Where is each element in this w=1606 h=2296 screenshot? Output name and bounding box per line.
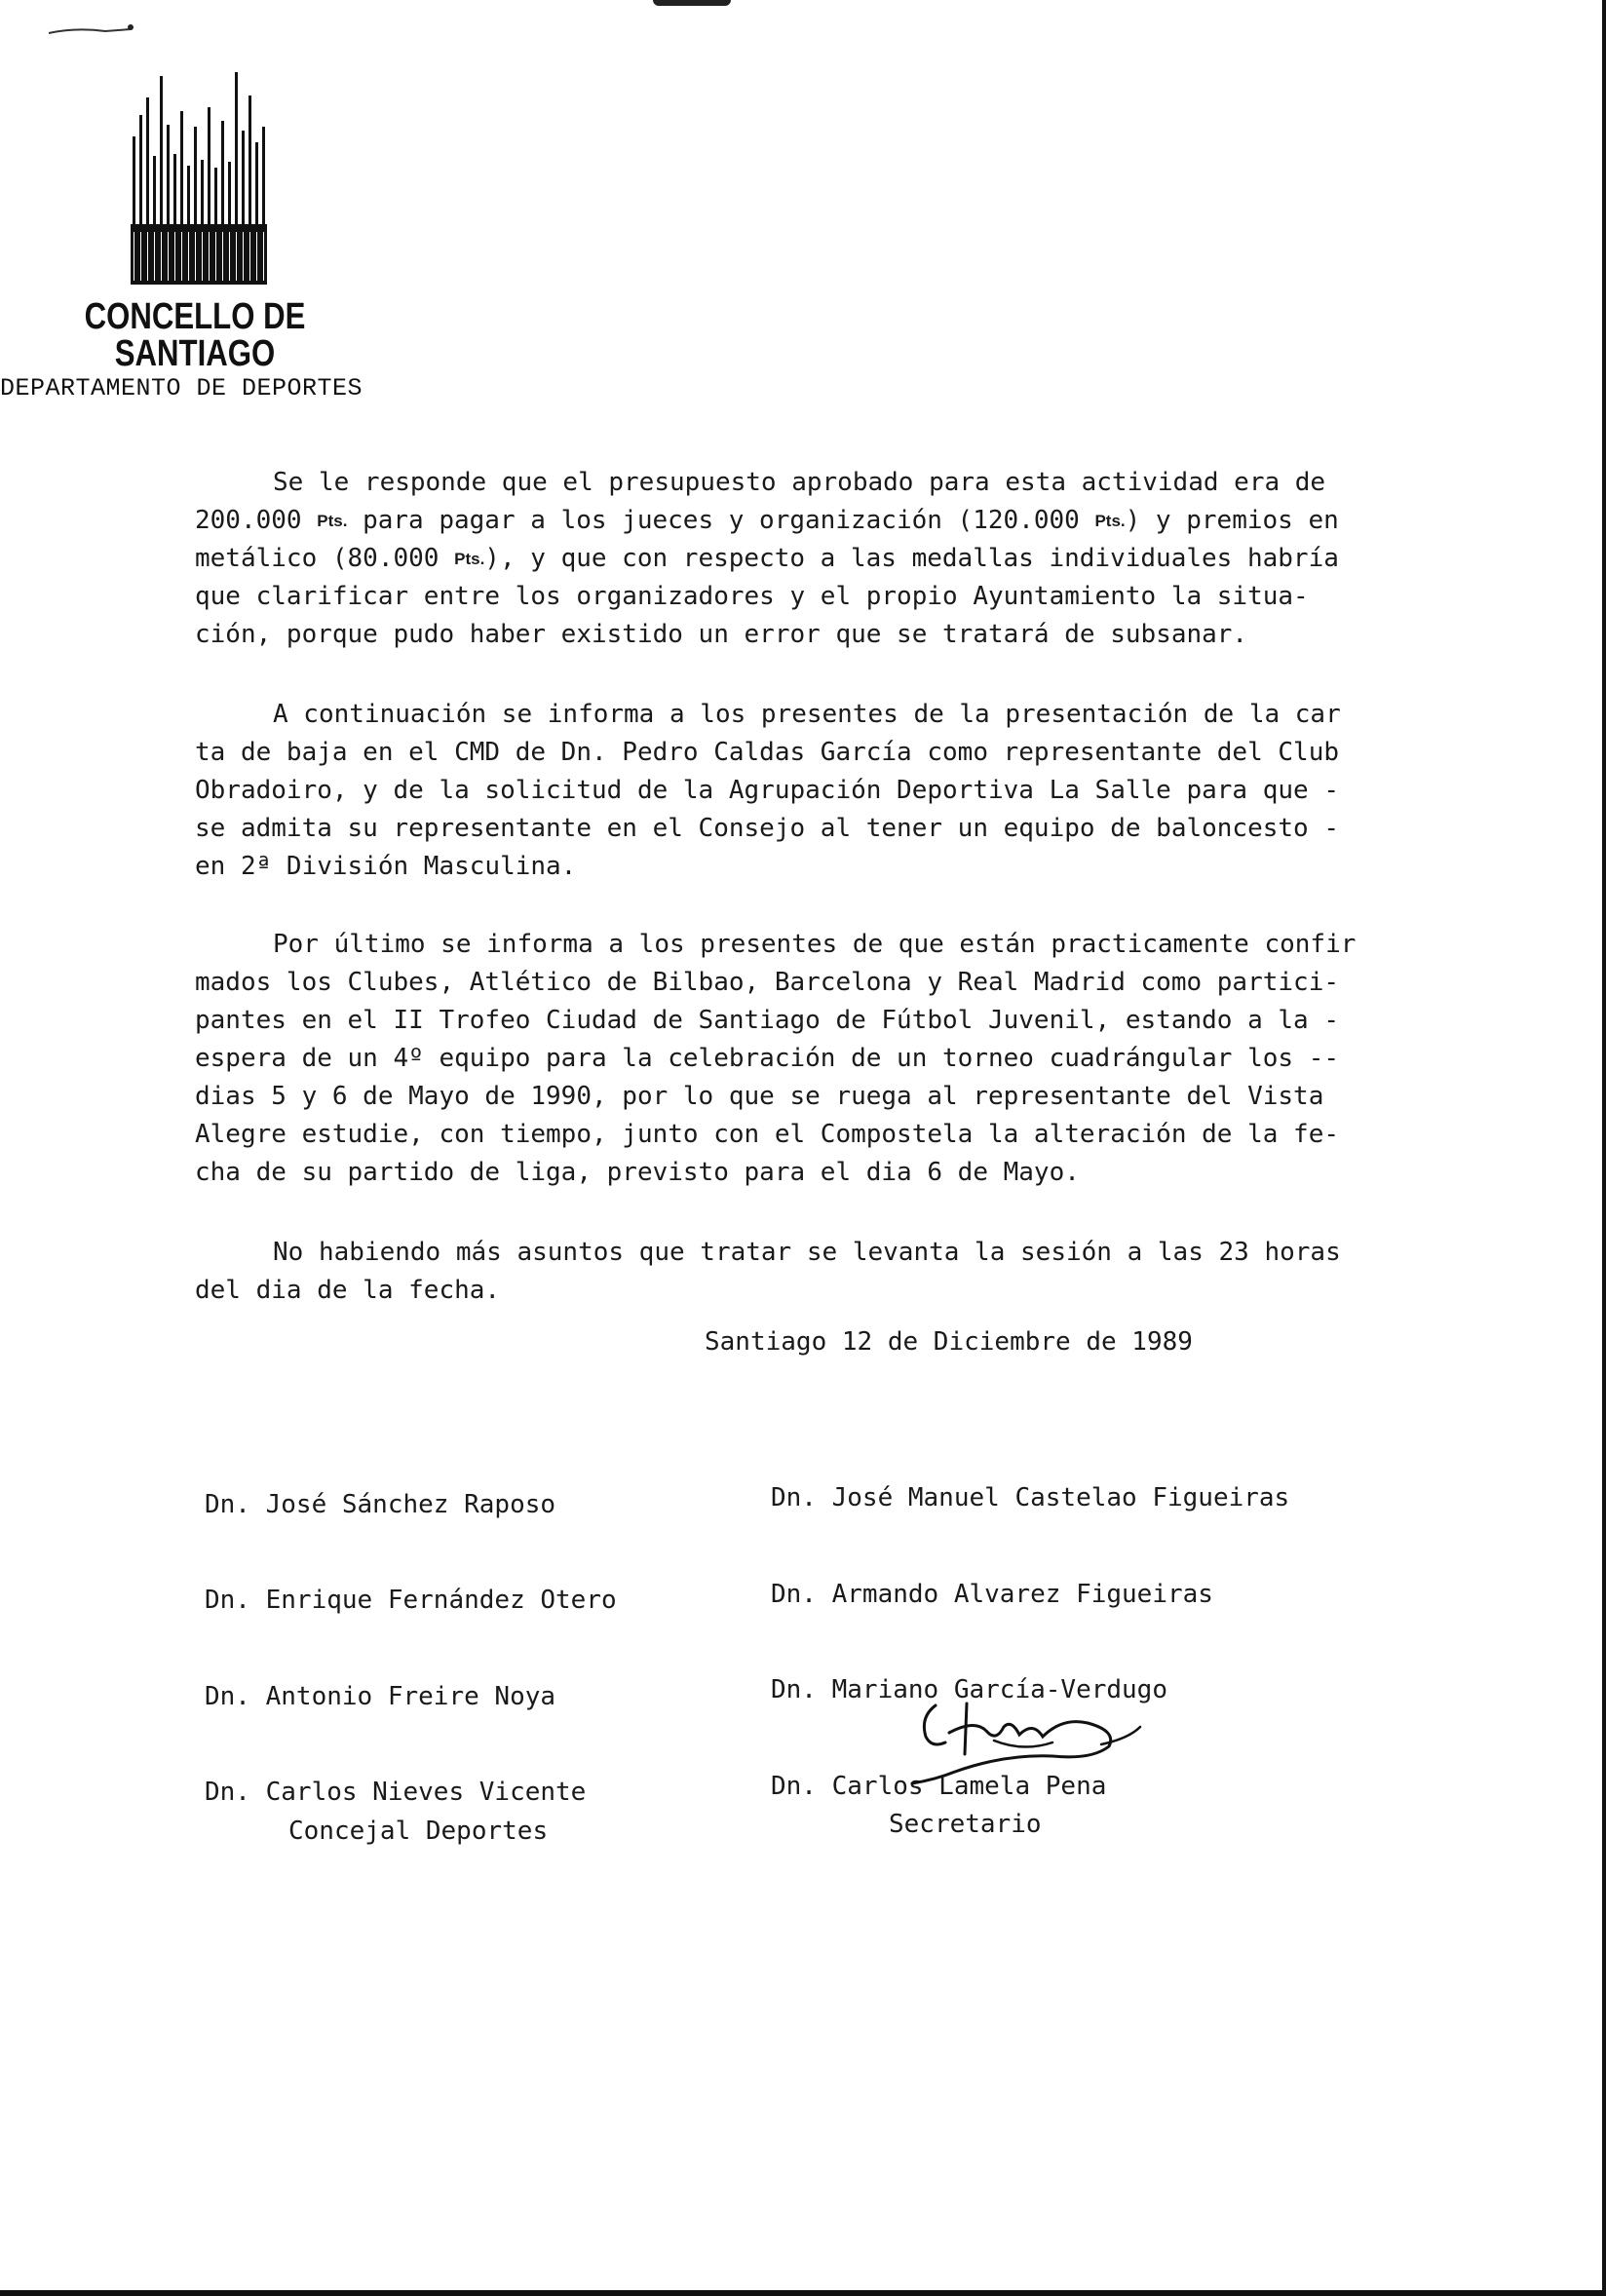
signatory-right-3: Dn. Mariano García-Verdugo (771, 1675, 1167, 1704)
paragraph-line: que clarificar entre los organizadores y el propio Ayuntamiento la situa- (195, 582, 1309, 611)
pesetas-abbr: Pts. (317, 512, 348, 530)
paragraph-tournament (195, 926, 1403, 1192)
text-segment: 200.000 (195, 506, 318, 535)
signatory-left-4: Dn. Carlos Nieves Vicente (205, 1778, 587, 1807)
paragraph-line: en 2ª División Masculina. (195, 852, 577, 881)
paragraph-line: espera de un 4º equipo para la celebración de un torneo cuadrángular los -- (195, 1044, 1339, 1073)
pen-mark (47, 21, 134, 41)
paragraph-resignation (195, 696, 1403, 886)
handwritten-signature-icon (906, 1698, 1160, 1805)
scan-bottom-edge (0, 2290, 1606, 2296)
paragraph-line: Obradoiro, y de la solicitud de la Agrupación Deportiva La Salle para que - (195, 776, 1339, 805)
paragraph-line: cha de su partido de liga, previsto para el dia 6 de Mayo. (195, 1158, 1080, 1187)
paragraph-budget (195, 464, 1403, 654)
scan-top-mark (653, 0, 731, 6)
text-segment: metálico (80.000 (195, 544, 455, 573)
document-date: Santiago 12 de Diciembre de 1989 (705, 1327, 1193, 1357)
signatory-left-title: Concejal Deportes (288, 1817, 549, 1846)
paragraph-closing (195, 1234, 1403, 1310)
pesetas-abbr: Pts. (454, 550, 485, 568)
paragraph-line: pantes en el II Trofeo Ciudad de Santiago de Fútbol Juvenil, estando a la - (195, 1006, 1339, 1035)
paragraph-line: Por último se informa a los presentes de que están practicamente confir (273, 930, 1357, 959)
paragraph-line: No habiendo más asuntos que tratar se levanta la sesión a las 23 horas (273, 1238, 1341, 1267)
department-name: DEPARTAMENTO DE DEPORTES (0, 374, 363, 402)
paragraph-line: ción, porque pudo haber existido un error que se tratará de subsanar. (195, 620, 1248, 649)
paragraph-line: Alegre estudie, con tiempo, junto con el Compostela la alteración de la fe- (195, 1120, 1339, 1149)
signatory-left-1: Dn. José Sánchez Raposo (205, 1490, 556, 1519)
concello-logo-icon (131, 68, 267, 285)
signatory-right-4: Dn. Carlos Lamela Pena (771, 1772, 1107, 1801)
text-segment: ) y premios en (1125, 506, 1339, 535)
signatory-left-2: Dn. Enrique Fernández Otero (205, 1586, 617, 1615)
signatory-right-title: Secretario (889, 1810, 1042, 1839)
paragraph-line: A continuación se informa a los presentes de la presentación de la car (273, 700, 1341, 729)
paragraph-line: del dia de la fecha. (195, 1276, 501, 1305)
pesetas-abbr: Pts. (1094, 512, 1126, 530)
paragraph-line: Se le responde que el presupuesto aprobado para esta actividad era de (273, 468, 1326, 497)
paragraph-line (195, 502, 1403, 540)
paragraph-line (195, 540, 1403, 578)
signatory-right-1: Dn. José Manuel Castelao Figueiras (771, 1483, 1290, 1512)
text-segment: ), y que con respecto a las medallas individuales habría (484, 544, 1339, 573)
paragraph-line: dias 5 y 6 de Mayo de 1990, por lo que se ruega al representante del Vista (195, 1082, 1324, 1111)
signatory-left-3: Dn. Antonio Freire Noya (205, 1682, 556, 1711)
paragraph-line: mados los Clubes, Atlético de Bilbao, Barcelona y Real Madrid como partici- (195, 968, 1339, 997)
signatory-right-2: Dn. Armando Alvarez Figueiras (771, 1580, 1213, 1609)
org-name-line1: CONCELLO DE (84, 296, 306, 337)
text-segment: para pagar a los jueces y organización (120.000 (347, 506, 1095, 535)
org-name-line2: SANTIAGO (114, 333, 276, 374)
paragraph-line: se admita su representante en el Consejo al tener un equipo de baloncesto - (195, 814, 1339, 843)
paragraph-line: ta de baja en el CMD de Dn. Pedro Caldas García como representante del Club (195, 738, 1339, 767)
scan-right-edge (1602, 0, 1606, 2296)
